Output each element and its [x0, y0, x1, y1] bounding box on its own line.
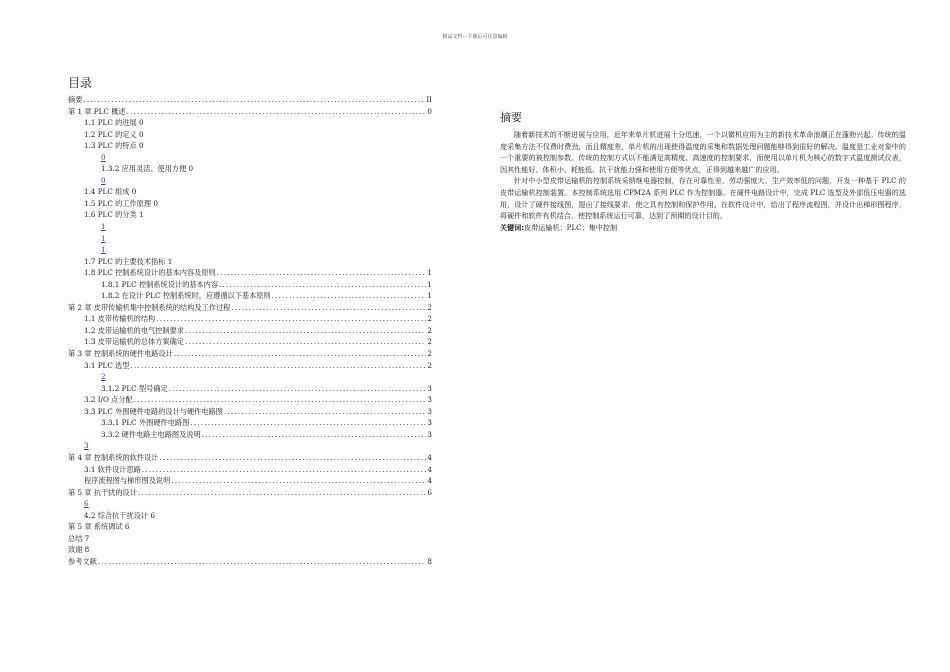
toc-entry-text: 3.3.2 硬件电路主电路图及说明	[101, 429, 201, 439]
toc-entry-text: 程序流程图与梯形图及说明	[84, 476, 171, 486]
toc-entry[interactable]	[68, 106, 432, 118]
toc-entry[interactable]	[68, 452, 432, 464]
toc-entry-page: 4	[427, 464, 432, 474]
toc-entry-page: 3	[427, 395, 432, 405]
toc-entry-link[interactable]: 0	[101, 152, 106, 162]
toc-entry-text: 1.3 皮带运输机的总体方案确定	[84, 337, 184, 347]
toc-entry-text: 1.8.1 PLC 控制系统设计的基本内容	[101, 279, 219, 289]
toc-entry-text: 1.7 PLC 的主要技术指标 1	[84, 256, 173, 266]
keywords-text: 皮带运输机；PLC；集中控制	[524, 222, 618, 232]
toc-entry[interactable]	[68, 94, 432, 106]
toc-entry-text: 3.1.2 PLC 型号确定	[101, 383, 168, 393]
toc-entry[interactable]	[68, 510, 432, 522]
toc-entry-page: 1	[427, 279, 432, 289]
toc-entry-page: 3	[427, 429, 432, 439]
toc-leader-dots	[83, 94, 425, 106]
toc-entry[interactable]	[68, 521, 432, 533]
toc-entry[interactable]	[68, 175, 432, 187]
toc-entry-text: 3.1 软件设计思路	[84, 464, 141, 474]
toc-entry-text: 1.1 PLC 的进展 0	[84, 118, 144, 128]
toc-leader-dots	[272, 290, 427, 302]
toc-entry-text: 第 5 章 抗干扰的设计	[68, 487, 137, 497]
toc-entry-text: 总结 7	[68, 533, 90, 543]
toc-entry[interactable]	[68, 556, 432, 568]
toc-entry-text: 1.3 PLC 的特点 0	[84, 141, 144, 151]
toc-entry-page: 2	[427, 325, 432, 335]
toc-entry-text: 4.2 综合抗干扰设计 6	[84, 510, 155, 520]
toc-entry[interactable]	[68, 348, 432, 360]
toc-entry-text: 致谢 8	[68, 545, 90, 555]
toc-entry-text: 3.3.1 PLC 外围硬件电路图	[101, 418, 190, 428]
toc-entry[interactable]	[68, 394, 432, 406]
toc-entry[interactable]	[68, 233, 432, 245]
toc-leader-dots	[185, 325, 426, 337]
toc-entry[interactable]	[68, 383, 432, 395]
toc-entry-page: 8	[427, 556, 432, 566]
toc-entry-text: 3.3 PLC 外围硬件电路的设计与硬件电路图	[84, 406, 223, 416]
toc-entry-text: 第 1 章 PLC 概述	[68, 106, 126, 116]
toc-entry-text: 1.2 皮带运输机的电气控制要求	[84, 325, 184, 335]
abstract-paragraph-1: 随着新技术的不断进展与应用，近年来单片机进展十分迅速，一个以微机应用为主的新技术革命浪潮正在蓬勃兴起。传统的温度采集方法不仅费时费劲，而且精度差，单片机的出现使得温度的采集和数据处理问题能够得到很好的解决。温度是工业对象中的一个重要的被控制参数。传统的控制方式以不能满足高精度、高速度的控制要求，而使用以单片机为核心的数字式温度测试仪表，因其性能好、体积小、耗能低、抗干扰能力强和使用方便等优点，正得到越来越广的应用。	[500, 130, 906, 174]
toc-entry-link[interactable]: 2	[101, 372, 106, 382]
toc-entry[interactable]	[68, 267, 432, 279]
toc-entry-text: 3.2 I/O 点分配	[84, 395, 133, 405]
toc-entry-page: 0	[427, 106, 432, 116]
toc-entry[interactable]	[68, 336, 432, 348]
toc-entry[interactable]	[68, 417, 432, 429]
toc-entry-page: 2	[427, 337, 432, 347]
toc-entry[interactable]	[68, 360, 432, 372]
toc-entry[interactable]	[68, 544, 432, 556]
toc-entry[interactable]	[68, 256, 432, 268]
toc-entry-page: 2	[427, 302, 432, 312]
toc-entry-page: 3	[427, 406, 432, 416]
toc-entry[interactable]	[68, 279, 432, 291]
toc-entry-page: 2	[427, 360, 432, 370]
toc-entry-text: 第 4 章 控制系统的软件设计	[68, 452, 159, 462]
toc-leader-dots	[130, 360, 426, 372]
toc-entry[interactable]	[68, 290, 432, 302]
toc-entry[interactable]	[68, 209, 432, 221]
toc-leader-dots	[134, 394, 427, 406]
toc-entry-page: 3	[427, 418, 432, 428]
toc-entry-page: 6	[427, 487, 432, 497]
toc-entry-page: 3	[427, 383, 432, 393]
toc-entry[interactable]	[68, 244, 432, 256]
toc-entry[interactable]	[68, 152, 432, 164]
toc-entry[interactable]	[68, 129, 432, 141]
toc-entry[interactable]	[68, 313, 432, 325]
toc-leader-dots	[160, 452, 427, 464]
toc-leader-dots	[171, 475, 426, 487]
toc-entry-page: 2	[427, 314, 432, 324]
toc-entry-text: 1.4 PLC 组成 0	[84, 187, 137, 197]
toc-entry[interactable]	[68, 140, 432, 152]
abstract-paragraph-2: 针对中小型皮带运输机的控制系统采纳继电器控制，存在可靠性差、劳动强度大、生产效率低的问题，开发一种基于 PLC 的皮带运输机控制装置。本控制系统选用 CPM2A 系列 PLC 作为控制器。在硬件电路设计中，完成 PLC 选型及外部低压电器的选用，设计了硬件接线图，提出了接线要求，使之具有控制和保护作用。在软件设计中，给出了程序流程图，并设计出梯形图程序，将硬件和软件有机结合，使控制系统运行可靠，达到了预期的设计目的。	[500, 176, 906, 221]
toc-title: 目录	[68, 76, 93, 90]
toc-leader-dots	[202, 429, 427, 441]
toc-leader-dots	[169, 383, 427, 395]
toc-entry[interactable]	[68, 163, 432, 175]
table-of-contents	[68, 74, 432, 567]
toc-entry-text: 摘要	[68, 95, 83, 104]
toc-entry-page: 1	[427, 291, 432, 301]
toc-entry-page: 1	[427, 268, 432, 278]
toc-entry-link[interactable]: 6	[84, 499, 89, 509]
toc-entry-text: 1.1 皮带传输机的结构	[84, 314, 156, 324]
toc-entry-page: 4	[427, 476, 432, 486]
toc-entry-text: 1.3.2 应用灵活、使用方便 0	[101, 164, 194, 174]
toc-entry-link[interactable]: 1	[101, 222, 106, 232]
toc-entry-link[interactable]: 0	[101, 175, 106, 185]
toc-entry-link[interactable]: 3	[84, 441, 89, 451]
toc-entry-text: 1.8 PLC 控制系统设计的基本内容及原则	[84, 268, 216, 278]
toc-entry[interactable]	[68, 117, 432, 129]
toc-entry-text: 1.2 PLC 的定义 0	[84, 129, 144, 139]
toc-entry-text: 第 5 章 系统调试 6	[68, 522, 130, 532]
toc-entry-page: II	[426, 95, 432, 104]
toc-leader-dots	[231, 302, 426, 314]
toc-entry-text: 3.1 PLC 选型	[84, 360, 130, 370]
page-header: 精品文档---下载后可任意编辑	[442, 34, 508, 40]
toc-entry-page: 2	[427, 349, 432, 359]
toc-entry-link[interactable]: 1	[101, 245, 106, 255]
toc-entry[interactable]	[68, 440, 432, 452]
toc-entry[interactable]	[68, 533, 432, 545]
toc-leader-dots	[127, 106, 427, 118]
toc-leader-dots	[219, 279, 426, 291]
toc-entry[interactable]	[68, 464, 432, 476]
toc-leader-dots	[98, 556, 427, 568]
toc-leader-dots	[185, 336, 426, 348]
toc-entry[interactable]	[68, 221, 432, 233]
toc-leader-dots	[224, 406, 426, 418]
toc-entry-text: 1.5 PLC 的工作原理 0	[84, 198, 158, 208]
toc-entry-text: 第 3 章 控制系统的硬件电路设计	[68, 349, 173, 359]
toc-entry-text: 1.6 PLC 的分类 1	[84, 210, 144, 220]
toc-entry[interactable]	[68, 371, 432, 383]
abstract-section	[500, 110, 906, 233]
toc-entry[interactable]	[68, 302, 432, 314]
toc-leader-dots	[156, 313, 426, 325]
abstract-title: 摘要	[500, 111, 522, 124]
toc-leader-dots	[174, 348, 427, 360]
toc-entry-text: 参考文献	[68, 556, 97, 566]
toc-entry[interactable]	[68, 475, 432, 487]
toc-entry-link[interactable]: 1	[101, 233, 106, 243]
keywords-label: 关键词:	[500, 222, 525, 232]
toc-entry[interactable]	[68, 186, 432, 198]
toc-entry[interactable]	[68, 198, 432, 210]
toc-entry-text: 1.8.2 在设计 PLC 控制系统时，应遵循以下基本原则	[101, 291, 271, 301]
toc-entry[interactable]	[68, 406, 432, 418]
toc-entry-text: 第 2 章 皮带传输机集中控制系统的结构及工作过程	[68, 302, 231, 312]
toc-leader-dots	[217, 267, 427, 279]
toc-leader-dots	[190, 417, 426, 429]
toc-entry[interactable]	[68, 487, 432, 499]
toc-entries	[68, 94, 432, 567]
toc-entry[interactable]	[68, 325, 432, 337]
toc-leader-dots	[138, 487, 426, 499]
keywords-line	[500, 222, 906, 234]
toc-entry[interactable]	[68, 429, 432, 441]
toc-leader-dots	[142, 464, 427, 476]
toc-entry-page: 4	[427, 452, 432, 462]
toc-entry[interactable]	[68, 498, 432, 510]
